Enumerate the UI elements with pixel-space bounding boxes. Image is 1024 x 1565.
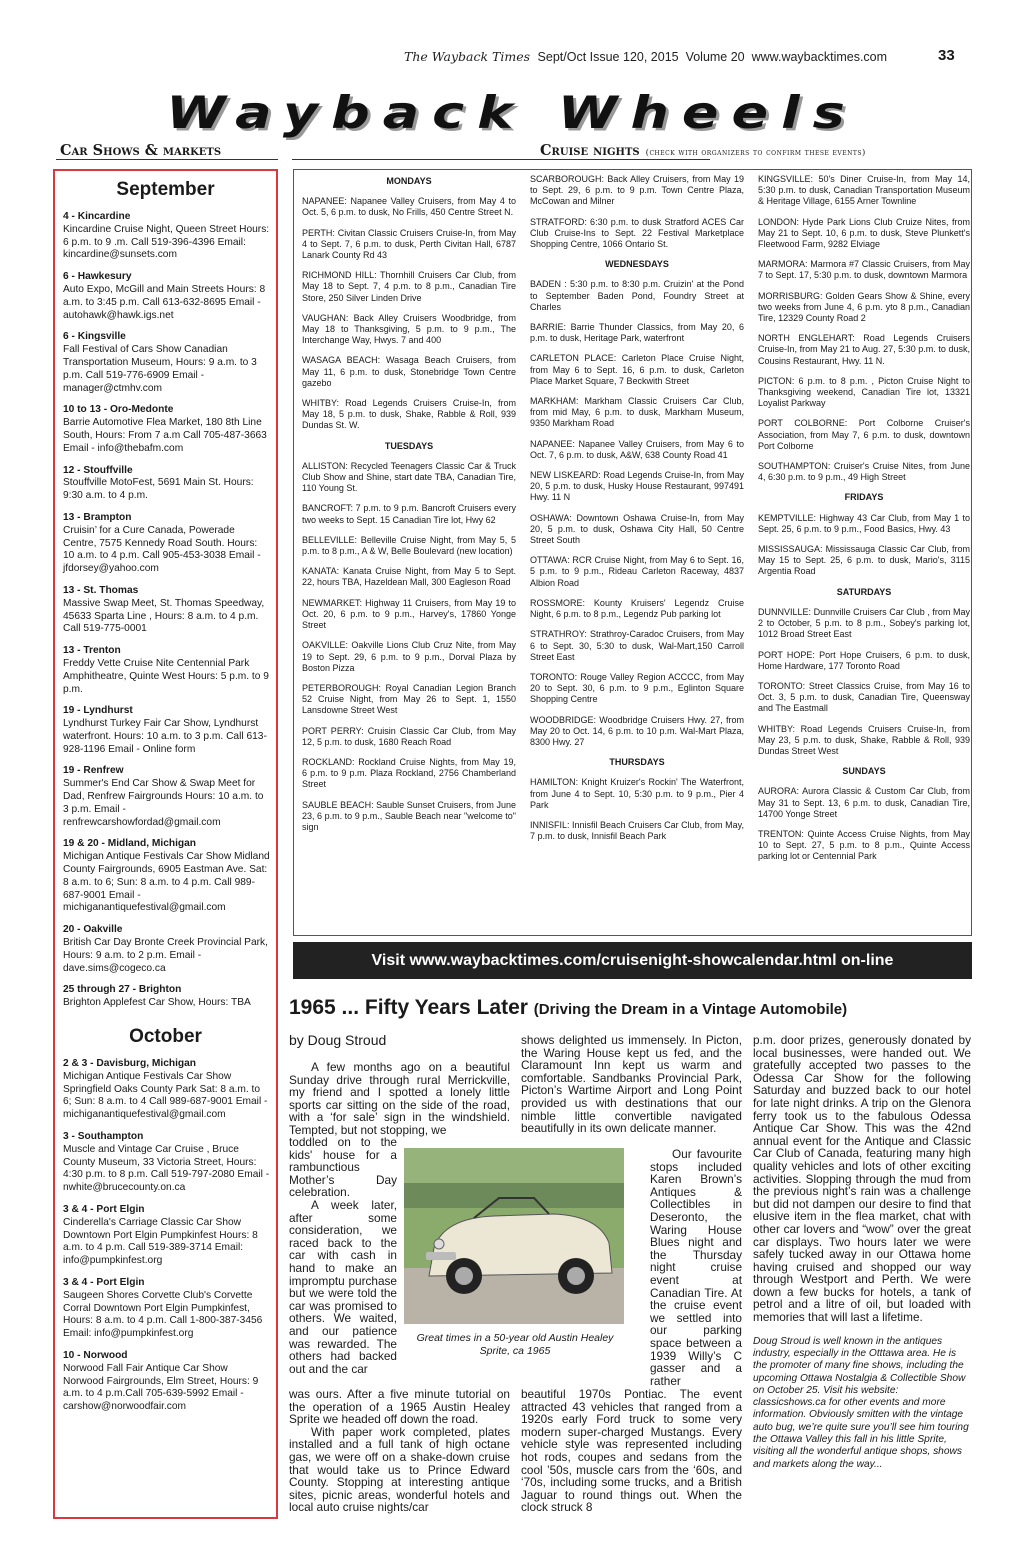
- cruise-listing: BARRIE: Barrie Thunder Classics, from May 20, 6 p.m. to dusk, Heritage Park, waterfront: [530, 322, 744, 344]
- article-paragraph: toddled on to the kids' house for a rambunctious Mother’s Day celebration.: [289, 1135, 397, 1200]
- cruise-nights-box: [293, 169, 972, 936]
- show-date: 19 & 20 - Midland, Michigan: [63, 838, 197, 850]
- cruise-listing: PORT PERRY: Cruisin Classic Car Club, from May 12, 5 p.m. to dusk, 1680 Reach Road: [302, 725, 516, 747]
- show-listing: [61, 1058, 270, 1122]
- day-heading: SATURDAYS: [836, 586, 892, 597]
- cruise-listing: NEWMARKET: Highway 11 Cruisers, from May 19 to Oct. 20, 6 p.m. to 9 p.m., Harvey's, 17860 Yonge Street: [302, 597, 516, 631]
- cruise-nights-heading: [540, 142, 866, 159]
- cruise-listing: ALLISTON: Recycled Teenagers Classic Car & Truck Club Show and Shine, start date TBA, Canadian Tire, 110 Young St.: [302, 460, 516, 494]
- cruise-listing: AURORA: Aurora Classic & Custom Car Club, from May 31 to Sept. 13, 6 p.m. to dusk, Canadian Tire, 14700 Yonge Street: [758, 786, 970, 819]
- show-listing: [61, 1131, 270, 1195]
- article-col1-top: [289, 1061, 510, 1137]
- article-paragraph: Our favourite stops included Karen Brown’s Antiques & Collectibles in Deseronto, the Waring House Blues night and the Thursday night cruise event at Canadian Tire. At the cruise event we settled into our parking space between a 1939 Willy’s C gasser and a rather: [650, 1147, 742, 1388]
- cruise-listing: INNISFIL: Innisfil Beach Cruisers Car Club, from May, 7 p.m. to dusk, Innisfil Beach Park: [530, 819, 744, 842]
- day-heading: SUNDAYS: [842, 766, 886, 777]
- show-date: 6 - Kingsville: [63, 331, 126, 343]
- show-date: 13 - Trenton: [63, 645, 121, 657]
- show-details: Saugeen Shores Corvette Club's Corvette Corral Downtown Port Elgin Pumpkinfest, Hours: 8 a.m. to 4 p.m. Call 1-800-387-3456 Email: info@pumpkinfest.org: [63, 1289, 263, 1340]
- article-paragraph: p.m. door prizes, generously donated by local businesses, were handed out. We gratefully accepted two passes to the Odessa Car Show for the following Saturday and buzzed back to our hotel for late night drinks. A trip on the Glenora ferry took us to the fabulous Odessa Antique Car Show. This was the 42nd annual event for the Antique and Classic Car Club of Canada, featuring many high quality vehicles and lots of other exciting activities. Slopping through the mud from the previous night’s rain was a challenge but did not dampen our desire to find that elusive item in the flea market, chat with other car lovers and “wow” over the great car displays. Two hours later we were safely tucked away in our Ottawa home having cruised and shopped our way through Westport and Perth. We were down a few bucks for hotels, a tank of petrol and a litre of oil, but loaded with memories that will last a lifetime.: [753, 1033, 971, 1325]
- show-details: Massive Swap Meet, St. Thomas Speedway, 45633 Sparta Line , Hours: 8 a.m. to 4 p.m. Call 519-775-0001: [63, 597, 265, 635]
- cruise-listing: ROSSMORE: Kounty Kruisers' Legendz Cruise Night, 6 p.m. to 8 p.m., Legendz Pub parking lot: [530, 597, 744, 620]
- cruise-listing: OSHAWA: Downtown Oshawa Cruise-In, from May 20, 5 p.m. to dusk, Oshawa City Hall, 50 Centre Street South: [530, 512, 744, 546]
- cruise-column-2: [530, 174, 744, 851]
- author-bio: Doug Stroud is well known in the antiques industry, especially in the Otttawa area. He is the promoter of many fine shows, including the upcoming Ottawa Nostalgia & Collectible Show on October 25. Visit his website: classicshows.ca for other events and more information. Obviously smitten with the vintage auto bug, we’re quite sure you’ll see him touring the Ottawa Valley this fall in his little Sprite, visiting all the wonderful antique shops, shows and markets along the way...: [753, 1335, 969, 1470]
- article-paragraph: shows delighted us immensely. In Picton, the Waring House kept us fed, and the Claramount Inn kept us warm and comfortable. Sandbanks Provincial Park, Picton’s Wartime Airport and Long Point provided us with destinations that our nimble little convertible navigated beautifully in its own delicate manner.: [521, 1033, 742, 1136]
- cruise-listing: LONDON: Hyde Park Lions Club Cruize Nites, from May 21 to Sept. 10, 6 p.m. to dusk, Steve Plunkett's Fleetwood Farm, 9282 Elviage: [758, 216, 970, 250]
- cruise-listing: KINGSVILLE: 50's Diner Cruise-In, from May 14, 5:30 p.m. to dusk, Canadian Transportation Museum & Heritage Village, 6155 Arner Townline: [758, 174, 970, 207]
- article-paragraph: A few months ago on a beautiful Sunday drive through rural Merrickville, my friend and I spotted a lonely little sports car sitting on the side of the road, with a ‘for sale’ sign in the windshield. Tempted, but not stopping, we: [289, 1060, 510, 1137]
- cruise-listing: NAPANEE: Napanee Valley Cruisers, from May 6 to Oct. 7, 6 p.m. to dusk, A&W, 638 County Road 41: [530, 438, 744, 460]
- show-listing: [61, 645, 270, 696]
- article-paragraph: A week later, after some consideration, we raced back to the car with cash in hand to make an impromptu purchase but we were told the car was promised to others. We waited, and our patience was rewarded. The others had backed out and the car: [289, 1197, 397, 1376]
- section-banner: Wayback Wheels: [166, 87, 858, 139]
- cruise-listing: SOUTHAMPTON: Cruiser's Cruise Nites, from June 4, 6:30 p.m. to 9 p.m., 49 High Street: [758, 461, 970, 483]
- show-date: 10 to 13 - Oro-Medonte: [63, 404, 174, 416]
- show-listing: [61, 271, 270, 322]
- site-text: www.waybacktimes.com: [751, 50, 888, 64]
- article-title-main: 1965 ... Fifty Years Later: [289, 996, 528, 1019]
- page-number: 33: [938, 47, 955, 64]
- cruise-nights-heading-text: Cruise nights: [540, 142, 640, 159]
- september-list: [61, 211, 270, 1010]
- car-shows-heading-text: Car Shows & markets: [60, 142, 222, 159]
- show-details: Cruisin’ for a Cure Canada, Powerade Centre, 7575 Kennedy Road South. Hours: 10 a.m. to 4 p.m. Call 905-453-3038 Email - jfdorsey@yahoo.com: [63, 524, 261, 575]
- show-details: Auto Expo, McGill and Main Streets Hours: 8 a.m. to 3:45 p.m. Call 613-632-8695 Email - autohawk@hawk.igs.net: [63, 283, 266, 321]
- show-listing: [61, 765, 270, 829]
- volume-text: Volume 20: [685, 50, 745, 64]
- cruise-listing: SCARBOROUGH: Back Alley Cruisers, from May 19 to Sept. 29, 6 p.m. to 9 p.m. Town Centre Plaza, McCowan and Milner: [530, 174, 744, 207]
- october-list: [61, 1058, 270, 1414]
- article-byline: by Doug Stroud: [289, 1032, 387, 1048]
- cruise-listing: STRATHROY: Strathroy-Caradoc Cruisers, from May 6 to Sept. 30, 5:30 to dusk, Wal-Mart,150 Carroll Street East: [530, 629, 744, 662]
- cruise-listing: DUNNVILLE: Dunnville Cruisers Car Club , from May 2 to October, 5 p.m. to 8 p.m., Sobey's parking lot, 1012 Broad Street East: [758, 606, 970, 640]
- cruise-listing: OTTAWA: RCR Cruise Night, from May 6 to Sept. 16, 5 p.m. to 9 p.m., Rideau Carleton Raceway, 4837 Albion Road: [530, 555, 744, 588]
- cruise-listing: PORT COLBORNE: Port Colborne Cruiser's Association, from May 7, 6 p.m. to dusk, downtown Port Colborne: [758, 418, 970, 451]
- show-listing: [61, 1350, 270, 1414]
- article-col1-bottom: [289, 1388, 510, 1514]
- cruise-listing: STRATFORD: 6:30 p.m. to dusk Stratford ACES Car Club Cruise-Ins to Sept. 22 Festival Marketplace Shopping Centre, 1066 Ontario St.: [530, 216, 744, 250]
- cruise-listing: BANCROFT: 7 p.m. to 9 p.m. Bancroft Cruisers every two weeks to Sept. 15 Canadian Tire lot, Hwy 62: [302, 503, 516, 525]
- show-date: 20 - Oakville: [63, 924, 123, 936]
- masthead: [0, 47, 1024, 69]
- cruise-column-1: [302, 174, 516, 842]
- show-details: Cinderella's Carriage Classic Car Show Downtown Port Elgin Pumpkinfest Hours: 8 a.m. to 4 p.m. Call 519-389-3714 Email: info@pumpkinfest.org: [63, 1216, 258, 1267]
- article-col1-narrow: [289, 1136, 397, 1375]
- show-date: 3 - Southampton: [63, 1131, 144, 1143]
- day-heading: FRIDAYS: [844, 492, 884, 503]
- show-date: 10 - Norwood: [63, 1349, 128, 1361]
- car-shows-heading: [60, 142, 221, 159]
- cruise-nights-note: (check with organizers to confirm these events): [645, 148, 866, 158]
- show-date: 4 - Kincardine: [63, 211, 131, 222]
- cruise-listing: WHITBY: Road Legends Cruisers Cruise-In, from May 18, 5 p.m. to dusk, Shake, Rabble & Roll, 939 Dundas St. W.: [302, 398, 516, 431]
- show-date: 12 - Stouffville: [63, 464, 133, 476]
- masthead-line: [404, 49, 887, 64]
- cruise-listing: CARLETON PLACE: Carleton Place Cruise Night, from May 6 to Sept. 16, 6 p.m. to dusk, Carleton Place Market Square, 7 Beckwith Street: [530, 353, 744, 386]
- article-paragraph: beautiful 1970s Pontiac. The event attracted 43 vehicles that ranged from a 1920s early Ford truck to some very modern super-charged Mustangs. Every vehicle style was represented including hot rods, coupes and sedans from the cool ’50s, muscle cars from the ‘60s, and ‘70s, including some trucks, and a British Jaguar to round things out. When the clock struck 8: [521, 1387, 742, 1515]
- cruise-listing: NAPANEE: Napanee Valley Cruisers, from May 4 to Oct. 5, 6 p.m. to dusk, No Frills, 450 Centre Street N.: [302, 196, 516, 218]
- cruise-listing: SAUBLE BEACH: Sauble Sunset Cruisers, from June 23, 6 p.m. to 9 p.m., Sauble Beach near "welcome to" sign: [302, 799, 516, 832]
- photo-caption: Great times in a 50-year old Austin Healey Sprite, ca 1965: [416, 1332, 614, 1357]
- day-heading: THURSDAYS: [609, 757, 665, 768]
- paper-name: The Wayback Times: [404, 49, 531, 64]
- show-listing: [61, 585, 270, 636]
- show-details: Michigan Antique Festivals Car Show Springfield Oaks County Park Sat: 8 a.m. to 6; Sun: 8 a.m. to 4 Call 989-687-9001 Email - michiganantiquefestival@gmail.com: [63, 1070, 268, 1121]
- show-listing: [61, 838, 270, 915]
- show-details: Michigan Antique Festivals Car Show Midland County Fairgrounds, 6905 Eastman Ave. Sat: 8 a.m. to 6; Sun: 8 a.m. to 4 p.m. Call 989-687-9001 Email - michiganantiquefestival@gmail.com: [63, 851, 270, 914]
- show-date: 13 - St. Thomas: [63, 584, 139, 596]
- article-paragraph: was ours. After a five minute tutorial on the operation of a 1965 Austin Healey Sprite we headed off down the road.: [289, 1387, 510, 1427]
- cruise-listing: ROCKLAND: Rockland Cruise Nights, from May 19, 6 p.m. to 9 p.m. Plaza Rockland, 2756 Chamberland Street: [302, 756, 516, 790]
- austin-healey-photo: [404, 1148, 624, 1324]
- cruise-listing: WASAGA BEACH: Wasaga Beach Cruisers, from May 11, 6 p.m. to dusk, Stonebridge Town Centre gazebo: [302, 355, 516, 388]
- show-date: 13 - Brampton: [63, 511, 132, 523]
- cruise-listing: TORONTO: Street Classics Cruise, from May 16 to Oct. 3, 5 p.m. to dusk, Canadian Tire, Queensway and The Eastmall: [758, 680, 970, 714]
- show-listing: [61, 924, 270, 975]
- cruise-listing: BADEN : 5:30 p.m. to 8:30 p.m. Cruizin' at the Pond to September Baden Pond, Foundry Street at Charles: [530, 279, 744, 312]
- cruise-listing: HAMILTON: Knight Kruizer's Rockin' The Waterfront, from June 4 to Sept. 10, 5:30 p.m. to 9 p.m., Pier 4 Park: [530, 777, 744, 810]
- cruise-listing: VAUGHAN: Back Alley Cruisers Woodbridge, from May 18 to Thanksgiving, 5 p.m. to 9 p.m., The Interchange Way, Hwys. 7 and 400: [302, 312, 516, 346]
- article-col2-bottom: [521, 1388, 742, 1514]
- cruise-listing: KEMPTVILLE: Highway 43 Car Club, from May 1 to Sept. 25, 6 p.m. to 9 p.m., Food Basics, Hwy. 43: [758, 512, 970, 534]
- car-shows-panel: [53, 169, 278, 1519]
- show-details: British Car Day Bronte Creek Provincial Park, Hours: 9 a.m. to 2 p.m. Email - dave.sims@cogeco.ca: [63, 937, 268, 974]
- show-details: Summer's End Car Show & Swap Meet for Dad, Renfrew Fairgrounds Hours: 10 a.m. to 3 p.m. Email - renfrewcarshowfordad@gmail.com: [63, 778, 264, 828]
- cruise-listing: KANATA: Kanata Cruise Night, from May 5 to Sept. 22, hours TBA, Hazeldean Mall, 300 Eagleson Road: [302, 566, 516, 588]
- show-listing: [61, 1204, 270, 1268]
- show-listing: [61, 705, 270, 756]
- cruise-listing: WOODBRIDGE: Woodbridge Cruisers Hwy. 27, from May 20 to Oct. 14, 6 p.m. to 10 p.m. Wal-Mart Plaza, 8300 Hwy. 27: [530, 714, 744, 747]
- issue-text: Sept/Oct Issue 120, 2015: [537, 50, 679, 64]
- show-details: Kincardine Cruise Night, Queen Street Hours: 6 p.m. to 9 .m. Call 519-396-4396 Email: kincardine@sunsets.com: [63, 223, 270, 261]
- show-date: 25 through 27 - Brighton: [63, 984, 182, 996]
- heading-rule: [56, 159, 278, 160]
- show-details: Fall Festival of Cars Show Canadian Transportation Museum, Hours: 9 a.m. to 3 p.m. Call 519-776-6909 Email - manager@ctmhv.com: [63, 344, 257, 394]
- cruise-listing: PETERBOROUGH: Royal Canadian Legion Branch 52 Cruise Night, from May 26 to Sept. 1, 1550 Lansdowne Street West: [302, 682, 516, 716]
- show-listing: [61, 465, 270, 503]
- show-details: Norwood Fall Fair Antique Car Show Norwood Fairgrounds, Elm Street, Hours: 9 a.m. to 4 p.m.Call 705-639-5992 Email - carshow@norwoodfair.com: [63, 1362, 259, 1413]
- show-listing: [61, 211, 270, 262]
- show-details: Muscle and Vintage Car Cruise , Bruce County Museum, 33 Victoria Street, Hours: 4:30 p.m. to 8 p.m. Call 519-797-2080 Email - nwhite@brucecounty.on.ca: [63, 1143, 270, 1194]
- show-listing: [61, 331, 270, 395]
- cruise-listing: PICTON: 6 p.m. to 8 p.m. , Picton Cruise Night to Thanksgiving weekend, Canadian Tire lot, 13321 Loyalist Parkway: [758, 375, 970, 409]
- article-col2-top: [521, 1034, 742, 1135]
- article-title: [289, 996, 989, 1020]
- show-listing: [61, 512, 270, 576]
- month-october: October: [129, 1026, 202, 1048]
- article-col2-narrow: [650, 1148, 742, 1387]
- show-date: 19 - Lyndhurst: [63, 705, 133, 717]
- cruise-listing: NEW LISKEARD: Road Legends Cruise-In, from May 20, 5 p.m. to dusk, Husky House Restaurant, 997491 Hwy. 11 N: [530, 470, 744, 503]
- cruise-listing: BELLEVILLE: Belleville Cruise Night, from May 5, 5 p.m. to 8 p.m., A & W, Belle Boulevard (new location): [302, 534, 516, 557]
- show-listing: [61, 1277, 270, 1341]
- day-heading: WEDNESDAYS: [605, 259, 669, 270]
- show-listing: [61, 404, 270, 455]
- visit-website-bar[interactable]: Visit www.waybacktimes.com/cruisenight-showcalendar.html on-line: [293, 942, 972, 979]
- cruise-listing: RICHMOND HILL: Thornhill Cruisers Car Club, from May 18 to Sept. 7, 4 p.m. to 8 p.m., Canadian Tire Store, 250 Silver Linden Drive: [302, 270, 516, 303]
- show-date: 19 - Renfrew: [63, 765, 124, 777]
- cruise-listing: PORT HOPE: Port Hope Cruisers, 6 p.m. to dusk, Home Hardware, 177 Toronto Road: [758, 649, 970, 671]
- cruise-listing: MARMORA: Marmora #7 Classic Cruisers, from May 7 to Sept. 17, 5:30 p.m. to dusk, downtown Marmora: [758, 259, 970, 281]
- show-details: Stouffville MotoFest, 5691 Main St. Hours: 9:30 a.m. to 4 p.m.: [63, 477, 254, 502]
- show-date: 3 & 4 - Port Elgin: [63, 1204, 145, 1215]
- day-heading: TUESDAYS: [384, 440, 434, 451]
- cruise-listing: MARKHAM: Markham Classic Cruisers Car Club, from mid May, 6 p.m. to dusk, Markham Museum, 9350 Markham Road: [530, 396, 744, 429]
- car-illustration: [404, 1148, 624, 1324]
- cruise-listing: WHITBY: Road Legends Cruisers Cruise-In, from May 23, 5 p.m. to dusk, Shake, Rabble & Roll, 939 Dundas Street West: [758, 723, 970, 756]
- cruise-column-3: [758, 174, 970, 872]
- cruise-listing: OAKVILLE: Oakville Lions Club Cruz Nite, from May 19 to Sept. 29, 6 p.m. to 9 p.m., Dorval Plaza by Boston Pizza: [302, 640, 516, 673]
- day-heading: MONDAYS: [386, 176, 432, 186]
- heading-rule: [292, 159, 710, 160]
- show-details: Barrie Automotive Flea Market, 180 8th Line South, Hours: From 7 a.m Call 705-487-3663 Email - info@thebafm.com: [63, 417, 267, 454]
- show-date: 2 & 3 - Davisburg, Michigan: [63, 1058, 197, 1070]
- cruise-listing: TRENTON: Quinte Access Cruise Nights, from May 10 to Sept. 27, 5 p.m. to 8 p.m., Quinte Access parking lot or Centennial Park: [758, 828, 970, 862]
- show-listing: [61, 984, 270, 1010]
- article-subtitle: (Driving the Dream in a Vintage Automobile): [533, 1001, 848, 1018]
- cruise-listing: NORTH ENGLEHART: Road Legends Cruisers Cruise-In, from May 21 to Aug. 27, 5:30 p.m. to dusk, Cousins Restaurant, Hwy. 11 N.: [758, 333, 970, 366]
- month-september: September: [116, 179, 215, 200]
- show-details: Lyndhurst Turkey Fair Car Show, Lyndhurst waterfront. Hours: 10 a.m. to 3 p.m. Call 613-928-1196 Email - Online form: [63, 718, 267, 755]
- show-details: Brighton Applefest Car Show, Hours: TBA: [63, 997, 251, 1009]
- show-date: 3 & 4 - Port Elgin: [63, 1276, 145, 1288]
- cruise-listing: TORONTO: Rouge Valley Region ACCCC, from May 20 to Sept. 30, 6 p.m. to 9 p.m., Eglinton Square Shopping Centre: [530, 671, 744, 705]
- cruise-listing: PERTH: Civitan Classic Cruisers Cruise-In, from May 4 to Sept. 7, 6 p.m. to dusk, Perth Civitan Hall, 6787 Lanark County Rd 43: [302, 227, 516, 261]
- article-paragraph: With paper work completed, plates installed and a full tank of high octane gas, we were off on a shake-down cruise that would take us to Prince Edward County. Stopping at interesting antique sites, picnic areas, wonderful hotels and local auto cruise nights/car: [289, 1424, 510, 1515]
- show-date: 6 - Hawkesury: [63, 271, 132, 283]
- show-details: Freddy Vette Cruise Nite Centennial Park Amphitheatre, Quinte West Hours: 5 p.m. to 9 p.m.: [63, 657, 269, 695]
- cruise-listing: MORRISBURG: Golden Gears Show & Shine, every two weeks from June 4, 6 p.m. yto 8 p.m., Canadian Tire, 12329 County Road 2: [758, 290, 970, 324]
- article-col3: [753, 1034, 971, 1471]
- cruise-listing: MISSISSAUGA: Mississauga Classic Car Club, from May 15 to Sept. 25, 6 p.m. to dusk, Mario's, 3115 Argentia Road: [758, 544, 970, 577]
